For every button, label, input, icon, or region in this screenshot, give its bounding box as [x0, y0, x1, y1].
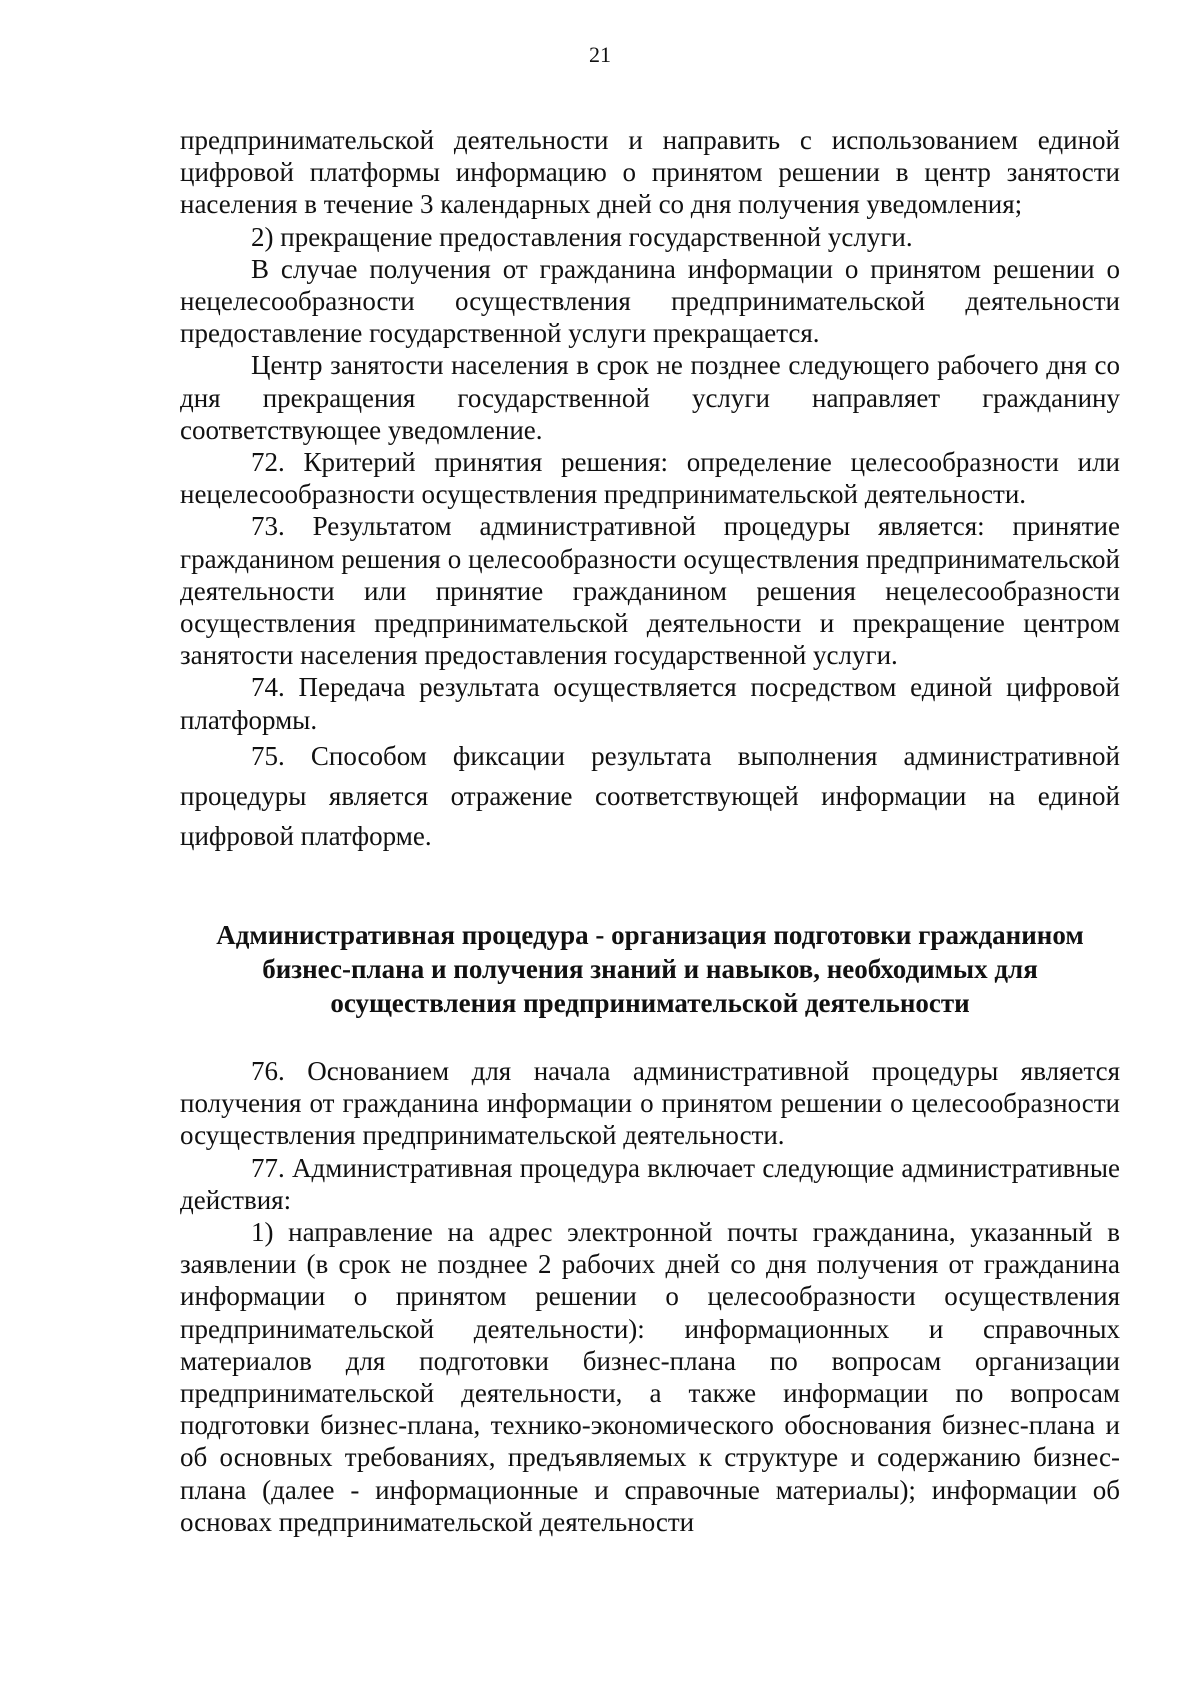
section-heading-line: осуществления предпринимательской деятельности: [330, 988, 970, 1018]
paragraph-77-item-1: 1) направление на адрес электронной почты гражданина, указанный в заявлении (в срок не позднее 2 рабочих дней со дня получения от гражданина информации о принятом решении о целесообразности осуществления предпринимательской деятельности): информационных и справочных материалов для подготовки бизнес-плана по вопросам организации предпринимательской деятельности, а также информации по вопросам подготовки бизнес-плана, технико-экономического обоснования бизнес-плана и об основных требованиях, предъявляемых к структуре и содержанию бизнес-плана (далее - информационные и справочные материалы); информации об основах предпринимательской деятельности: [180, 1217, 1120, 1537]
body-text-top: [180, 124, 1120, 856]
paragraph-item-2: 2) прекращение предоставления государственной услуги.: [251, 221, 913, 252]
paragraph-72: 72. Критерий принятия решения: определение целесообразности или нецелесообразности осуществления предпринимательской деятельности.: [180, 447, 1120, 510]
paragraph-76: 76. Основанием для начала административной процедуры является получения от гражданина информации о принятом решении о целесообразности осуществления предпринимательской деятельности.: [180, 1056, 1120, 1151]
section-heading: [180, 918, 1120, 1020]
paragraph-continuation: предпринимательской деятельности и направить с использованием единой цифровой платформы информацию о принятом решении в центр занятости населения в течение 3 календарных дней со дня получения уведомления;: [180, 125, 1120, 220]
paragraph-termination-case: В случае получения от гражданина информации о принятом решении о нецелесообразности осуществления предпринимательской деятельности предоставление государственной услуги прекращается.: [180, 253, 1120, 349]
paragraph-notification: Центр занятости населения в срок не позднее следующего рабочего дня со дня прекращения государственной услуги направляет гражданину соответствующее уведомление.: [180, 350, 1120, 445]
paragraph-73: 73. Результатом административной процедуры является: принятие гражданином решения о целесообразности осуществления предпринимательской деятельности или принятие гражданином решения нецелесообразности осуществления предпринимательской деятельности и прекращение центром занятости населения предоставления государственной услуги.: [180, 511, 1120, 671]
section-heading-line: бизнес-плана и получения знаний и навыков, необходимых для: [262, 954, 1038, 984]
section-heading-line: Административная процедура - организация подготовки гражданином: [216, 920, 1084, 950]
body-text-bottom: [180, 1055, 1120, 1538]
page-number: 21: [589, 42, 611, 67]
paragraph-74: 74. Передача результата осуществляется посредством единой цифровой платформы.: [180, 672, 1120, 735]
paragraph-77: 77. Административная процедура включает следующие административные действия:: [180, 1152, 1120, 1215]
paragraph-75: 75. Способом фиксации результата выполнения административной процедуры является отражение соответствующей информации на единой цифровой платформе.: [180, 740, 1120, 851]
